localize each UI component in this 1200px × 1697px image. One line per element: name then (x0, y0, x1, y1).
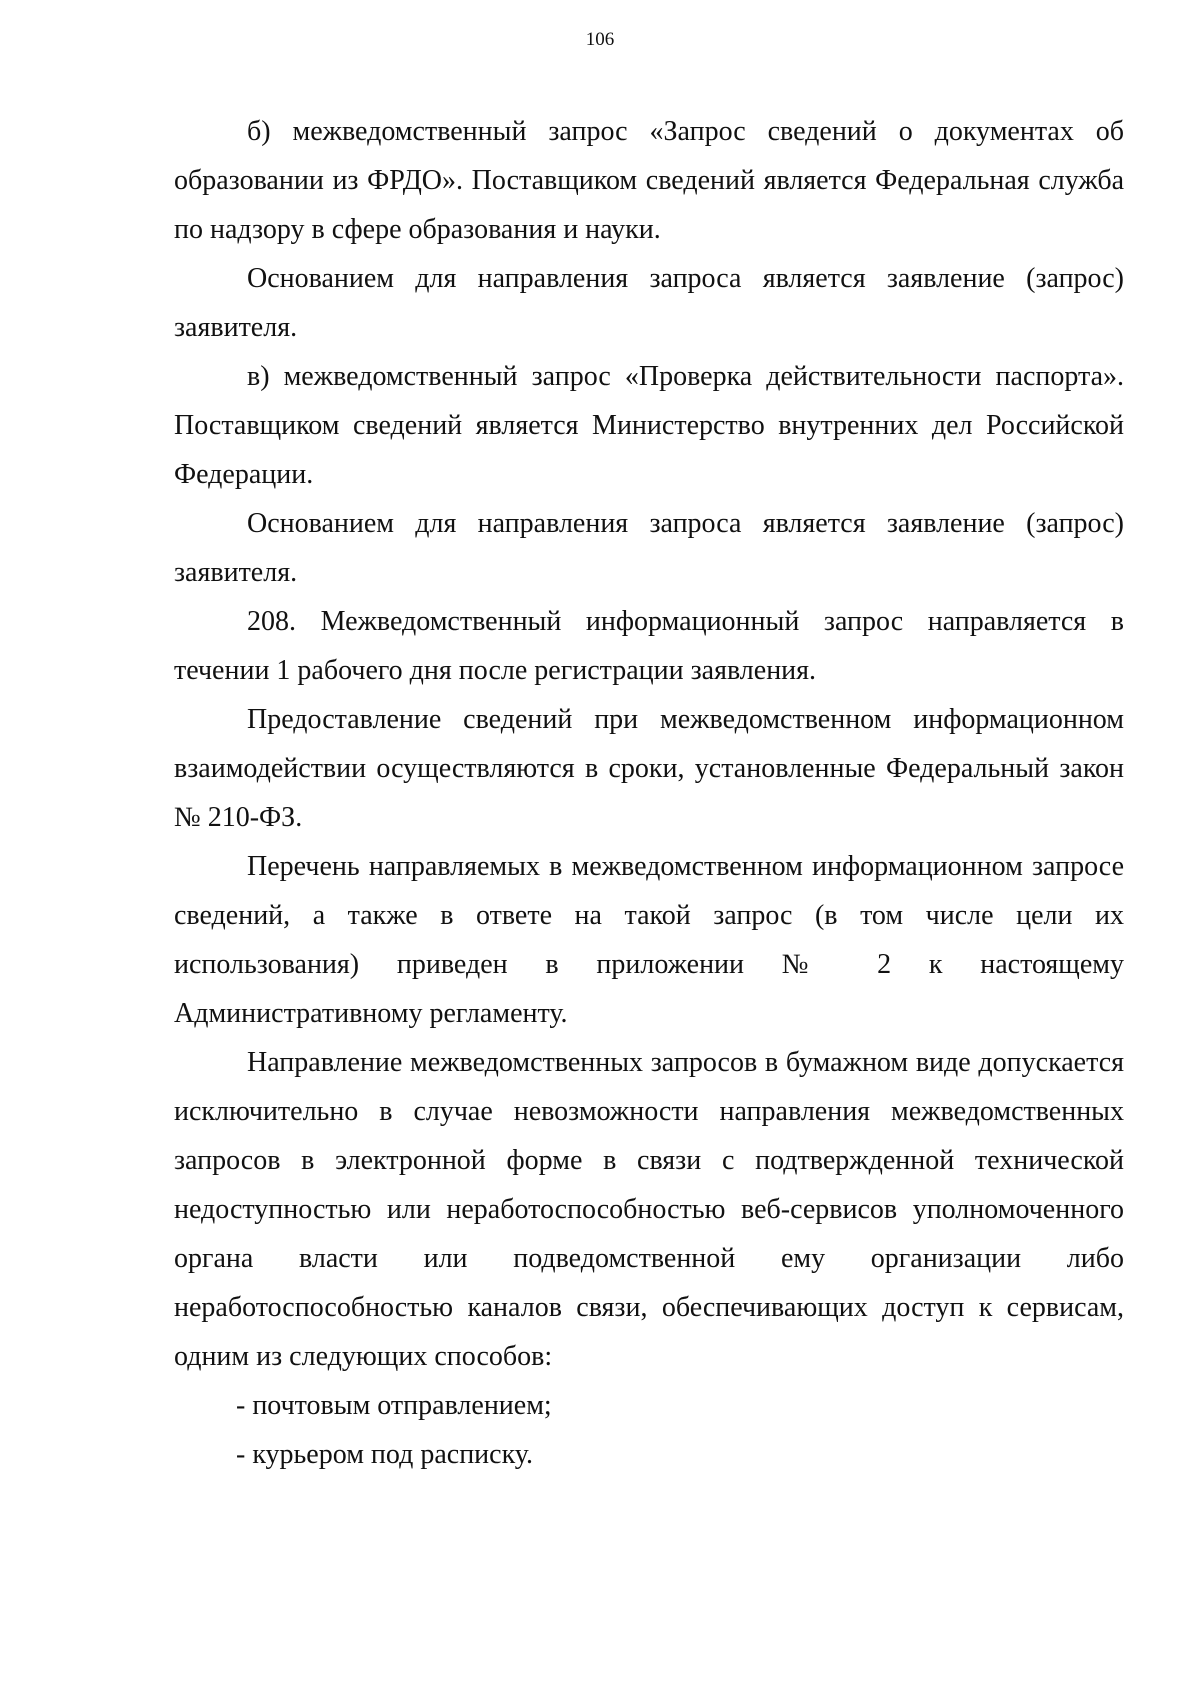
paragraph-request-passport: в) межведомственный запрос «Проверка действительности паспорта». Поставщиком сведений является Министерство внутренних дел Российской Федерации. (174, 361, 1124, 490)
document-body (174, 107, 1124, 1479)
page-number: 106 (585, 29, 615, 50)
paragraph-208: 208. Межведомственный информационный запрос направляется в течении 1 рабочего дня после регистрации заявления. (174, 606, 1124, 686)
paragraph-request-frdo: б) межведомственный запрос «Запрос сведений о документах об образовании из ФРДО». Поставщиком сведений является Федеральная служба по надзору в сфере образования и науки. (174, 116, 1124, 245)
list-item-courier: - курьером под расписку. (236, 1439, 533, 1470)
paragraph-basis-2: Основанием для направления запроса является заявление (запрос) заявителя. (174, 508, 1124, 588)
list-item-mail: - почтовым отправлением; (236, 1390, 552, 1421)
paragraph-basis-1: Основанием для направления запроса является заявление (запрос) заявителя. (174, 263, 1124, 343)
paragraph-terms: Предоставление сведений при межведомственном информационном взаимодействии осуществляются в сроки, установленные Федеральный закон № 210-ФЗ. (174, 704, 1124, 833)
paragraph-paper-requests: Направление межведомственных запросов в бумажном виде допускается исключительно в случае невозможности направления межведомственных запросов в электронной форме в связи с подтвержденной технической недоступностью или неработоспособностью веб-сервисов уполномоченного органа власти или подведомственной ему организации либо неработоспособностью каналов связи, обеспечивающих доступ к сервисам, одним из следующих способов: (174, 1047, 1124, 1372)
paragraph-list-reference: Перечень направляемых в межведомственном информационном запросе сведений, а также в ответе на такой запрос (в том числе цели их использования) приведен в приложении № 2 к настоящему Административному регламенту. (174, 851, 1124, 1029)
